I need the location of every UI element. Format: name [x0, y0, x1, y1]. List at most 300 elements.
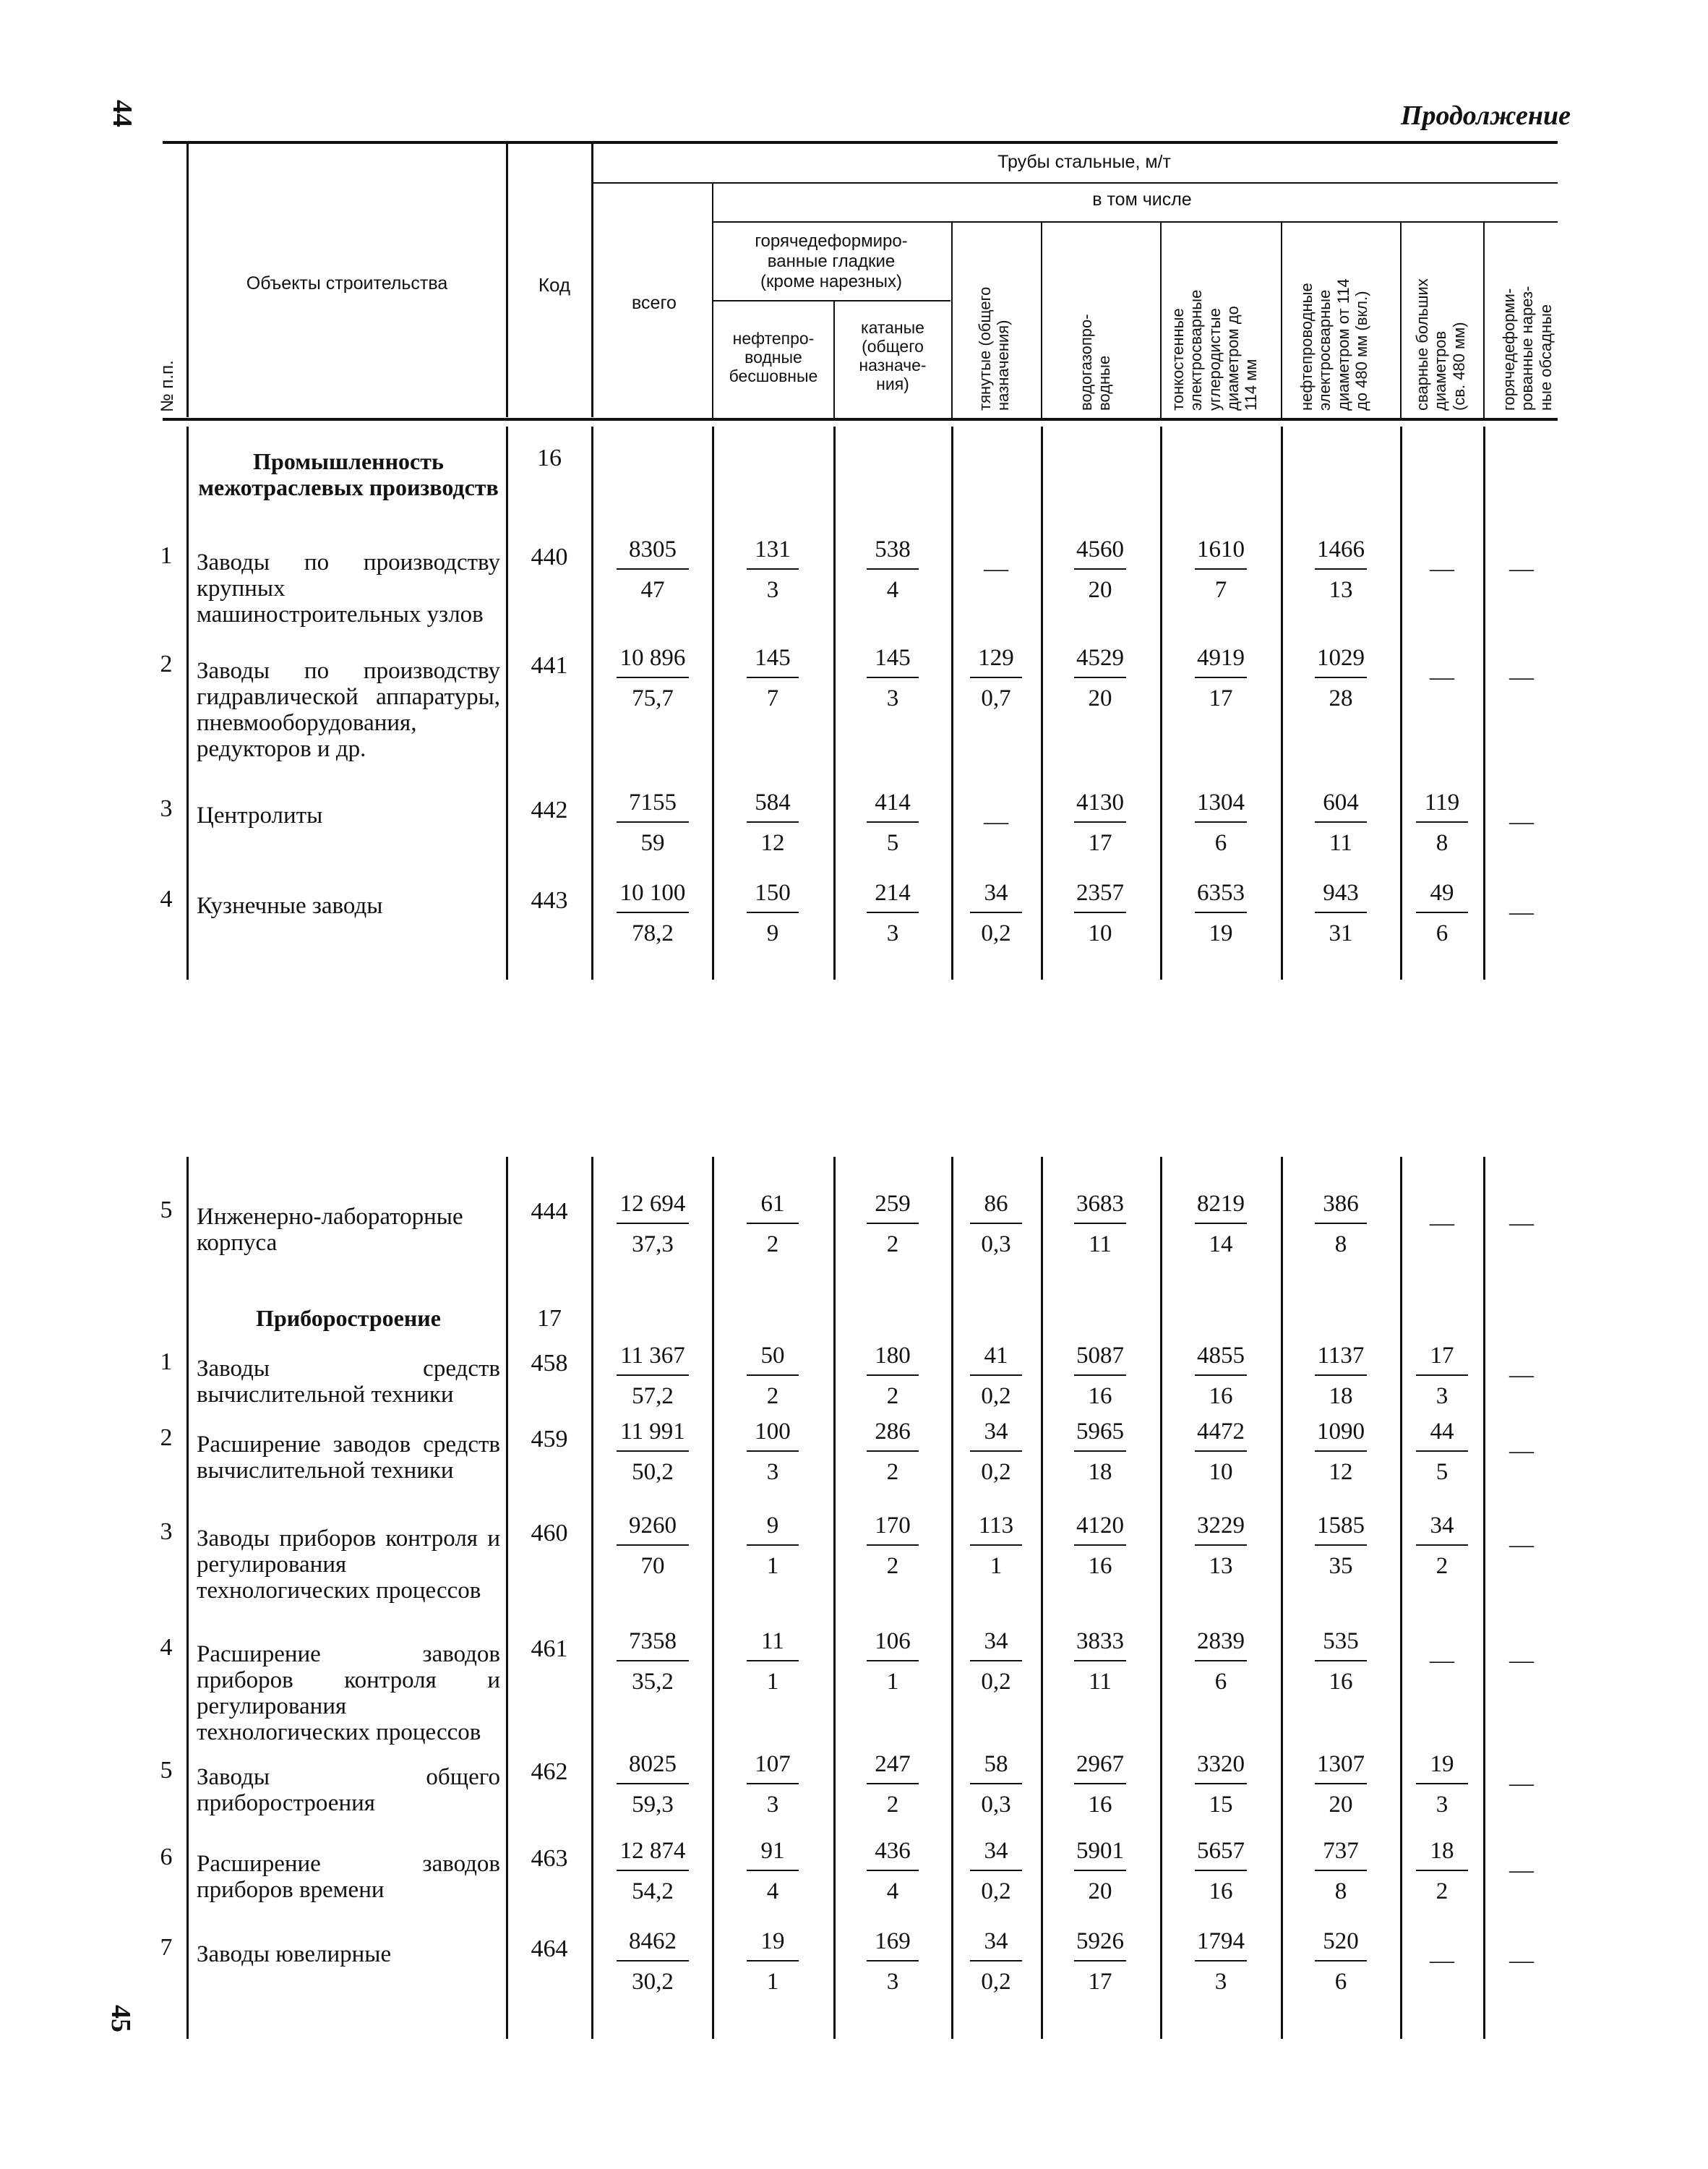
fraction-bar	[1315, 1660, 1367, 1661]
row-name: Расширение заводов приборов времени	[197, 1851, 500, 1903]
cell-fraction	[1301, 1750, 1381, 1819]
cell-fraction	[1181, 1341, 1261, 1411]
cell-denominator: 2	[886, 1383, 899, 1409]
header-oil-welded-line2: электросварные	[1316, 289, 1334, 411]
cell-numerator: 214	[875, 880, 911, 906]
table-top-rule	[163, 141, 1558, 144]
vrule	[1400, 1157, 1402, 2039]
fraction-bar	[1195, 821, 1247, 823]
fraction-bar	[1315, 677, 1367, 678]
fraction-bar	[1416, 1544, 1468, 1546]
row-code: 462	[531, 1758, 568, 1785]
cell-dash: —	[1509, 1857, 1534, 1883]
fraction-bar	[970, 1870, 1022, 1871]
cell-fraction	[1060, 878, 1140, 948]
header-large-line1: сварные больших	[1413, 278, 1431, 411]
cell-numerator: 4919	[1197, 645, 1245, 671]
cell-denominator: 20	[1088, 685, 1112, 711]
cell-denominator: 0,2	[981, 1383, 1011, 1409]
header-rolled-line1: катаные	[861, 318, 924, 337]
cell-dash: —	[1509, 1647, 1534, 1674]
cell-fraction	[1181, 1750, 1261, 1819]
fraction-bar	[617, 1374, 689, 1376]
cell-denominator: 75,7	[632, 685, 674, 711]
cell-fraction	[1301, 535, 1381, 604]
cell-fraction	[606, 1189, 700, 1259]
cell-numerator: 584	[755, 790, 791, 816]
fraction-bar	[867, 677, 919, 678]
cell-denominator: 1	[766, 1969, 779, 1995]
fraction-bar	[1416, 1450, 1468, 1452]
header-oil-seamless-line2: водные	[744, 348, 802, 367]
vrule	[186, 142, 189, 417]
row-name: Центролиты	[197, 803, 323, 829]
cell-denominator: 2	[1436, 1553, 1449, 1579]
cell-denominator: 2	[886, 1459, 899, 1485]
cell-fraction	[853, 1627, 932, 1696]
cell-fraction	[1402, 1836, 1482, 1906]
cell-fraction	[733, 1750, 812, 1819]
cell-numerator: 2839	[1197, 1628, 1245, 1654]
cell-numerator: 1466	[1317, 536, 1365, 562]
cell-numerator: 5965	[1076, 1419, 1124, 1445]
header-hot-group-line3: (кроме нарезных)	[760, 272, 902, 291]
cell-fraction	[956, 1511, 1036, 1580]
cell-denominator: 14	[1209, 1231, 1233, 1257]
section-code: 16	[537, 445, 562, 471]
vrule	[1483, 1157, 1485, 2039]
cell-numerator: 4560	[1076, 536, 1124, 562]
cell-denominator: 59	[640, 830, 665, 856]
vrule	[506, 142, 508, 417]
fraction-bar	[617, 1544, 689, 1546]
cell-denominator: 0,3	[981, 1231, 1011, 1257]
vrule	[1160, 427, 1162, 980]
header-thin-line1: тонкостенные	[1169, 308, 1187, 411]
cell-denominator: 7	[766, 685, 779, 711]
cell-numerator: 4120	[1076, 1513, 1124, 1539]
cell-denominator: 37,3	[632, 1231, 674, 1257]
cell-numerator: 34	[984, 1928, 1008, 1954]
cell-numerator: 4130	[1076, 790, 1124, 816]
cell-denominator: 6	[1214, 1669, 1227, 1695]
cell-fraction	[1181, 643, 1261, 713]
cell-numerator: 34	[984, 880, 1008, 906]
cell-numerator: 18	[1430, 1838, 1454, 1864]
header-incl: в том числе	[1092, 189, 1192, 210]
cell-fraction	[733, 1417, 812, 1486]
cell-fraction	[853, 1189, 932, 1259]
cell-fraction	[853, 1750, 932, 1819]
cell-numerator: 5926	[1076, 1928, 1124, 1954]
header-rolled-line3: назначе-	[859, 356, 927, 375]
row-number: 1	[160, 542, 173, 569]
fraction-bar	[1315, 1223, 1367, 1224]
cell-numerator: 145	[755, 645, 791, 671]
fraction-bar	[1195, 1544, 1247, 1546]
header-oil-seamless	[714, 329, 833, 385]
header-hot-group-line2: ванные гладкие	[767, 252, 896, 271]
fraction-bar	[970, 1783, 1022, 1784]
cell-denominator: 59,3	[632, 1792, 674, 1818]
cell-numerator: 17	[1430, 1343, 1454, 1369]
cell-denominator: 6	[1214, 830, 1227, 856]
cell-denominator: 1	[886, 1669, 899, 1695]
cell-numerator: 1610	[1197, 536, 1245, 562]
row-number: 2	[160, 1424, 173, 1451]
vrule	[1041, 223, 1042, 418]
row-code: 461	[531, 1635, 568, 1662]
cell-fraction	[853, 1836, 932, 1906]
header-hot-group	[719, 231, 943, 292]
vrule	[951, 223, 953, 418]
cell-fraction	[606, 1341, 700, 1411]
header-water-line2: водные	[1095, 355, 1114, 411]
row-number: 3	[160, 795, 173, 822]
fraction-bar	[970, 1960, 1022, 1961]
cell-dash: —	[1430, 1210, 1454, 1236]
cell-fraction	[1301, 878, 1381, 948]
cell-numerator: 19	[760, 1928, 785, 1954]
cell-denominator: 11	[1089, 1669, 1112, 1695]
cell-fraction	[1060, 1341, 1140, 1411]
vrule	[1041, 1157, 1043, 2039]
header-thin-line2: электросварные	[1187, 289, 1206, 411]
cell-numerator: 8462	[629, 1928, 677, 1954]
row-name: Расширение заводов приборов контроля и регулирования технологических процессов	[197, 1641, 500, 1745]
cell-fraction	[1402, 1341, 1482, 1411]
cell-fraction	[606, 1417, 700, 1486]
cell-fraction	[853, 1511, 932, 1580]
fraction-bar	[1315, 1544, 1367, 1546]
cell-dash: —	[1509, 1210, 1534, 1236]
fraction-bar	[867, 1960, 919, 1961]
continuation-label: Продолжение	[1400, 100, 1571, 131]
fraction-bar	[617, 912, 689, 913]
cell-numerator: 7155	[629, 790, 677, 816]
cell-denominator: 70	[640, 1553, 665, 1579]
cell-dash: —	[1509, 1531, 1534, 1558]
cell-fraction	[956, 1417, 1036, 1486]
cell-denominator: 0,7	[981, 685, 1011, 711]
cell-numerator: 3833	[1076, 1628, 1124, 1654]
cell-numerator: 7358	[629, 1628, 677, 1654]
cell-denominator: 18	[1329, 1383, 1353, 1409]
cell-fraction	[1301, 643, 1381, 713]
header-thin-line5: 114 мм	[1242, 359, 1261, 411]
cell-fraction	[956, 1836, 1036, 1906]
vrule	[591, 1157, 593, 2039]
header-oil-seamless-line3: бесшовные	[729, 367, 818, 385]
cell-numerator: 1585	[1317, 1513, 1365, 1539]
cell-denominator: 17	[1088, 830, 1112, 856]
cell-denominator: 19	[1209, 920, 1233, 946]
cell-numerator: 520	[1323, 1928, 1359, 1954]
cell-dash: —	[1509, 1947, 1534, 1974]
vrule	[1281, 427, 1283, 980]
cell-numerator: 100	[755, 1419, 791, 1445]
fraction-bar	[1195, 1223, 1247, 1224]
vrule	[1281, 223, 1282, 418]
cell-denominator: 3	[1214, 1969, 1227, 1995]
page-number-top: 44	[107, 100, 137, 127]
row-name: Заводы ювелирные	[197, 1941, 392, 1967]
section-code: 17	[537, 1305, 562, 1332]
cell-fraction	[733, 643, 812, 713]
cell-fraction	[733, 1189, 812, 1259]
fraction-bar	[617, 568, 689, 570]
cell-denominator: 31	[1329, 920, 1353, 946]
cell-denominator: 5	[886, 830, 899, 856]
cell-fraction	[1301, 1627, 1381, 1696]
cell-denominator: 1	[990, 1553, 1003, 1579]
fraction-bar	[747, 1870, 799, 1871]
cell-fraction	[853, 535, 932, 604]
cell-fraction	[956, 643, 1036, 713]
hot-group-rule	[712, 300, 950, 301]
cell-denominator: 5	[1436, 1459, 1449, 1485]
cell-fraction	[1181, 878, 1261, 948]
cell-denominator: 0,2	[981, 1969, 1011, 1995]
fraction-bar	[747, 1660, 799, 1661]
cell-denominator: 13	[1329, 577, 1353, 603]
cell-numerator: 3683	[1076, 1191, 1124, 1217]
cell-denominator: 7	[1214, 577, 1227, 603]
cell-fraction	[853, 643, 932, 713]
cell-fraction	[1181, 535, 1261, 604]
cell-denominator: 16	[1088, 1383, 1112, 1409]
cell-numerator: 1090	[1317, 1419, 1365, 1445]
cell-fraction	[1301, 1189, 1381, 1259]
fraction-bar	[1074, 1660, 1126, 1661]
cell-numerator: 8219	[1197, 1191, 1245, 1217]
cell-fraction	[733, 878, 812, 948]
cell-fraction	[1181, 1927, 1261, 1996]
cell-numerator: 9	[766, 1513, 779, 1539]
cell-numerator: 61	[760, 1191, 785, 1217]
cell-denominator: 6	[1334, 1969, 1347, 1995]
header-rolled-line4: ния)	[876, 375, 909, 393]
cell-dash: —	[1430, 555, 1454, 582]
cell-denominator: 3	[886, 920, 899, 946]
cell-fraction	[1301, 1836, 1381, 1906]
fraction-bar	[970, 1450, 1022, 1452]
cell-fraction	[956, 1189, 1036, 1259]
header-rolled	[836, 318, 950, 393]
cell-dash: —	[1430, 664, 1454, 690]
cell-denominator: 3	[1436, 1383, 1449, 1409]
header-total: всего	[632, 293, 677, 313]
header-large-line2: диаметров	[1431, 330, 1450, 411]
cell-denominator: 10	[1088, 920, 1112, 946]
cell-numerator: 44	[1430, 1419, 1454, 1445]
fraction-bar	[1074, 677, 1126, 678]
fraction-bar	[747, 568, 799, 570]
fraction-bar	[867, 1374, 919, 1376]
cell-denominator: 3	[886, 1969, 899, 1995]
fraction-bar	[1074, 1783, 1126, 1784]
header-thin	[1169, 290, 1260, 411]
row-number: 7	[160, 1934, 173, 1961]
header-oil-seamless-line1: нефтепро-	[732, 329, 815, 348]
fraction-bar	[747, 1544, 799, 1546]
cell-fraction	[1060, 1189, 1140, 1259]
vrule	[833, 1157, 836, 2039]
row-name: Заводы приборов контроля и регулирования технологических процессов	[197, 1526, 500, 1604]
header-casing	[1500, 286, 1555, 411]
row-code: 464	[531, 1935, 568, 1962]
cell-numerator: 8025	[629, 1751, 677, 1777]
row-code: 444	[531, 1198, 568, 1225]
cell-denominator: 3	[766, 1459, 779, 1485]
fraction-bar	[1416, 912, 1468, 913]
cell-dash: —	[1509, 555, 1534, 582]
row-number: 1	[160, 1348, 173, 1375]
cell-denominator: 20	[1088, 1878, 1112, 1904]
cell-denominator: 9	[766, 920, 779, 946]
header-drawn	[976, 287, 1013, 411]
fraction-bar	[1315, 912, 1367, 913]
cell-numerator: 259	[875, 1191, 911, 1217]
cell-fraction	[733, 1511, 812, 1580]
fraction-bar	[617, 1960, 689, 1961]
cell-denominator: 16	[1209, 1383, 1233, 1409]
cell-fraction	[853, 1417, 932, 1486]
cell-numerator: 1794	[1197, 1928, 1245, 1954]
fraction-bar	[1195, 568, 1247, 570]
row-code: 458	[531, 1350, 568, 1377]
cell-numerator: 943	[1323, 880, 1359, 906]
cell-denominator: 20	[1088, 577, 1112, 603]
cell-numerator: 737	[1323, 1838, 1359, 1864]
cell-denominator: 2	[1436, 1878, 1449, 1904]
cell-numerator: 8305	[629, 536, 677, 562]
cell-fraction	[606, 1627, 700, 1696]
cell-numerator: 247	[875, 1751, 911, 1777]
vrule	[833, 301, 835, 418]
cell-numerator: 41	[984, 1343, 1008, 1369]
cell-fraction	[853, 1927, 932, 1996]
cell-numerator: 414	[875, 790, 911, 816]
cell-denominator: 8	[1334, 1231, 1347, 1257]
cell-dash: —	[1509, 899, 1534, 925]
cell-fraction	[1181, 1511, 1261, 1580]
cell-numerator: 50	[760, 1343, 785, 1369]
cell-numerator: 5657	[1197, 1838, 1245, 1864]
fraction-bar	[617, 821, 689, 823]
cell-fraction	[1402, 1750, 1482, 1819]
cell-dash: —	[1509, 1361, 1534, 1388]
fraction-bar	[747, 1450, 799, 1452]
cell-fraction	[956, 878, 1036, 948]
fraction-bar	[867, 1660, 919, 1661]
cell-numerator: 1137	[1317, 1343, 1365, 1369]
fraction-bar	[1195, 677, 1247, 678]
fraction-bar	[617, 1660, 689, 1661]
fraction-bar	[747, 1223, 799, 1224]
cell-denominator: 17	[1209, 685, 1233, 711]
cell-fraction	[606, 535, 700, 604]
row-code: 442	[531, 797, 568, 823]
fraction-bar	[867, 568, 919, 570]
cell-fraction	[1402, 1417, 1482, 1486]
cell-numerator: 169	[875, 1928, 911, 1954]
cell-denominator: 3	[766, 1792, 779, 1818]
fraction-bar	[970, 1223, 1022, 1224]
cell-denominator: 2	[886, 1792, 899, 1818]
group-rule	[593, 182, 1558, 184]
fraction-bar	[1074, 1374, 1126, 1376]
fraction-bar	[867, 912, 919, 913]
cell-numerator: 34	[984, 1419, 1008, 1445]
cell-fraction	[733, 1927, 812, 1996]
cell-denominator: 2	[886, 1231, 899, 1257]
header-oil-welded-line3: диаметром от 114	[1334, 278, 1352, 411]
cell-denominator: 13	[1209, 1553, 1233, 1579]
vrule	[591, 142, 593, 417]
header-drawn-line2: назначения)	[994, 320, 1013, 411]
fraction-bar	[1195, 1960, 1247, 1961]
cell-denominator: 57,2	[632, 1383, 674, 1409]
fraction-bar	[1315, 1960, 1367, 1961]
cell-fraction	[1402, 878, 1482, 948]
row-number: 4	[160, 1634, 173, 1661]
cell-fraction	[956, 1750, 1036, 1819]
cell-numerator: 11 367	[620, 1343, 685, 1369]
cell-denominator: 3	[1436, 1792, 1449, 1818]
header-bottom-rule	[163, 418, 1558, 421]
cell-denominator: 12	[760, 830, 785, 856]
section-title: Промышленность межотраслевых производств	[198, 448, 499, 500]
cell-denominator: 12	[1329, 1459, 1353, 1485]
vrule	[1160, 1157, 1162, 2039]
cell-fraction	[1060, 788, 1140, 857]
cell-fraction	[956, 1927, 1036, 1996]
cell-numerator: 3320	[1197, 1751, 1245, 1777]
header-objects: Объекты строительства	[246, 273, 448, 294]
row-code: 460	[531, 1520, 568, 1546]
cell-dash: —	[1509, 1437, 1534, 1464]
cell-numerator: 129	[978, 645, 1014, 671]
cell-denominator: 54,2	[632, 1878, 674, 1904]
cell-fraction	[1060, 1627, 1140, 1696]
cell-fraction	[956, 1341, 1036, 1411]
fraction-bar	[1195, 1374, 1247, 1376]
cell-fraction	[1060, 1836, 1140, 1906]
cell-numerator: 4855	[1197, 1343, 1245, 1369]
cell-denominator: 0,3	[981, 1792, 1011, 1818]
cell-numerator: 113	[978, 1513, 1014, 1539]
cell-fraction	[1060, 1417, 1140, 1486]
fraction-bar	[1074, 1223, 1126, 1224]
cell-fraction	[606, 788, 700, 857]
header-casing-line2: рованные нарез-	[1518, 286, 1537, 411]
vrule	[1483, 427, 1485, 980]
fraction-bar	[970, 912, 1022, 913]
cell-numerator: 538	[875, 536, 911, 562]
row-code: 440	[531, 544, 568, 570]
row-code: 441	[531, 652, 568, 679]
fraction-bar	[1315, 1870, 1367, 1871]
row-code: 459	[531, 1426, 568, 1453]
cell-denominator: 3	[766, 577, 779, 603]
cell-fraction	[1301, 788, 1381, 857]
page-number-bottom: 45	[106, 2005, 136, 2032]
vrule	[1041, 427, 1043, 980]
cell-fraction	[1301, 1511, 1381, 1580]
cell-denominator: 0,2	[981, 920, 1011, 946]
cell-denominator: 2	[766, 1231, 779, 1257]
